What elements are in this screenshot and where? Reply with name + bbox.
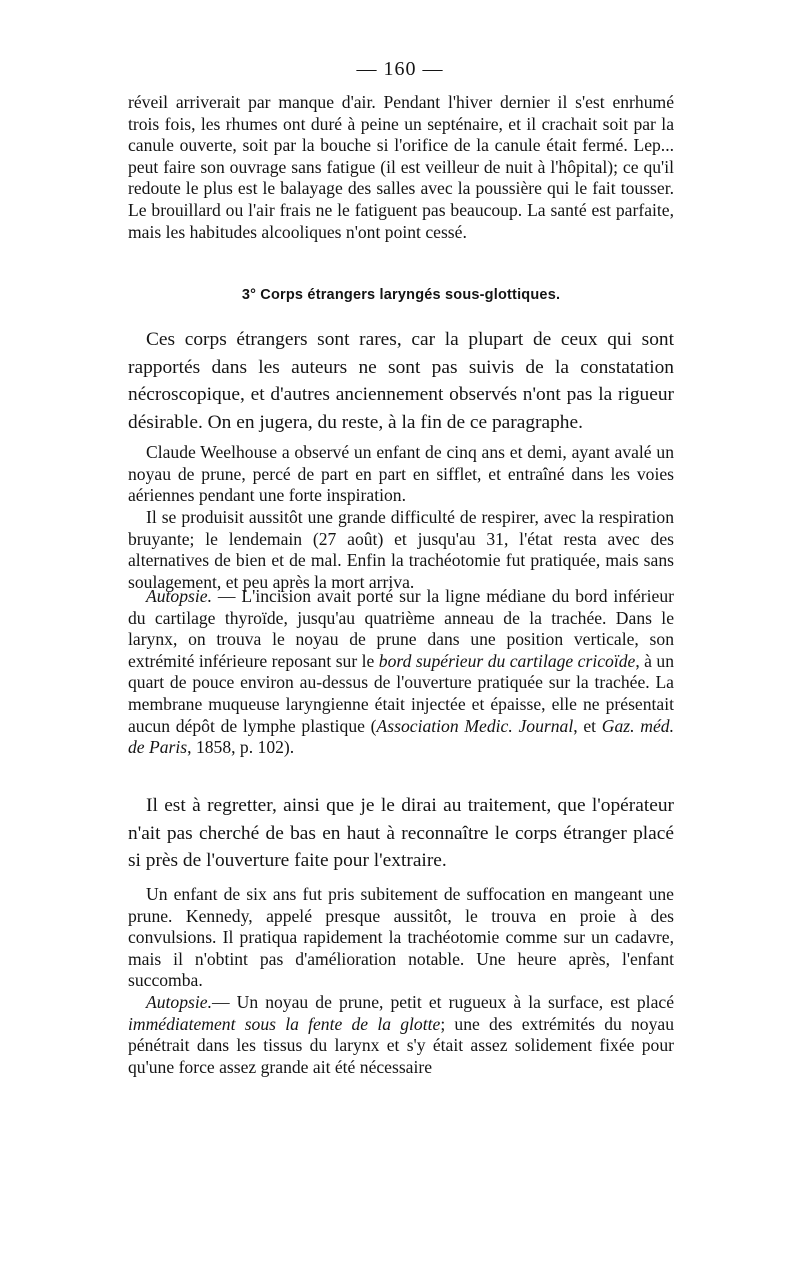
autopsy2-text-b: ; une des extrémités du noyau pénétrait dans les tissus du larynx et s'y était assez solidement fixée pour qu'une force assez grande ait été nécessaire [128,1013,675,1077]
autopsy-text-a: — L'incision avait porté sur la ligne médiane du bord inférieur du cartilage thyroïde, jusqu'au quatrième anneau de la trachée. Dans le larynx, on trouva le noyau de prune dans une position verticale, son extrémité inférieure reposant sur le [128,586,674,671]
autopsy-text-b: , à un quart de pouce environ au-dessus de l'ouverture pratiquée sur la trachée. La membrane muqueuse laryngienne était injectée et épaisse, elle ne présentait aucun dépôt de lymphe plastique ( [128,650,675,736]
paragraph-regret-note: Il est à regretter, ainsi que je le dirai au traitement, que l'opérateur n'ait pas cherché de bas en haut à reconnaître le corps étranger placé si près de l'ouverture faite pour l'extraire. [128,795,674,872]
paragraph-kennedy-autopsy [128,992,674,1078]
page-number: — 160 — [356,58,444,80]
paragraph-weelhouse-course: Il se produisit aussitôt une grande difficulté de respirer, avec la respiration bruyante; le lendemain (27 août) et jusqu'au 31, l'état resta avec des alternatives de bien et de mal. Enfin la trachéotomie fut pratiquée, mais sans soulagement, et peu après la mort arriva. [128,507,674,592]
paragraph-intro-rare-bodies: Ces corps étrangers sont rares, car la plupart de ceux qui sont rapportés dans les auteurs ne sont pas suivis de la constatation nécroscopique, et d'autres anciennement observés n'ont pas la rigueur désirable. On en jugera, du reste, à la fin de ce paragraphe. [128,329,674,433]
autopsy-text-d: , 1858, p. 102). [187,737,295,758]
paragraph-weelhouse-case: Claude Weelhouse a observé un enfant de cinq ans et demi, ayant avalé un noyau de prune, percé de part en part en sifflet, et entraîné dans les voies aériennes pendant une forte inspiration. [128,442,674,506]
autopsy-text-c: , et [573,715,602,736]
autopsy-italic-cricoid: bord supérieur du cartilage cricoïde [378,650,636,671]
section-heading: 3° Corps étrangers laryngés sous-glottiques. [241,287,561,303]
autopsy2-italic-glottis: immédiatement sous la fente de la glotte [128,1013,441,1034]
reference-journal: Association Medic. Journal [376,715,574,736]
autopsy2-text-a: — Un noyau de prune, petit et rugueux à la surface, est placé [211,992,674,1012]
paragraph-case-continuation: réveil arriverait par manque d'air. Pendant l'hiver dernier il s'est enrhumé trois fois, les rhumes ont duré à peine un septénaire, et il crachait soit par la canule ouverte, soit par la bouche si l'orifice de la canule était fermé. Lep... peut faire son ouvrage sans fatigue (il est veilleur de nuit à l'hôpital); ce qu'il redoute le plus est le balayage des salles avec la poussière qui le fait tousser. Le brouillard ou l'air frais ne le fatiguent pas beaucoup. La santé est parfaite, mais les habitudes alcooliques n'ont point cessé. [128,92,674,242]
autopsy-label: Autopsie. [146,586,212,606]
autopsy-label-2: Autopsie. [146,992,212,1012]
paragraph-kennedy-case: Un enfant de six ans fut pris subitement de suffocation en mangeant une prune. Kennedy, appelé presque aussitôt, le trouva en proie à des convulsions. Il pratiqua rapidement la trachéotomie comme sur un cadavre, mais il n'obtint pas d'amélioration notable. Une heure après, l'enfant succomba. [128,884,674,991]
reference-gazette: Gaz. méd. de Paris [128,715,674,758]
paragraph-weelhouse-autopsy [128,586,674,759]
